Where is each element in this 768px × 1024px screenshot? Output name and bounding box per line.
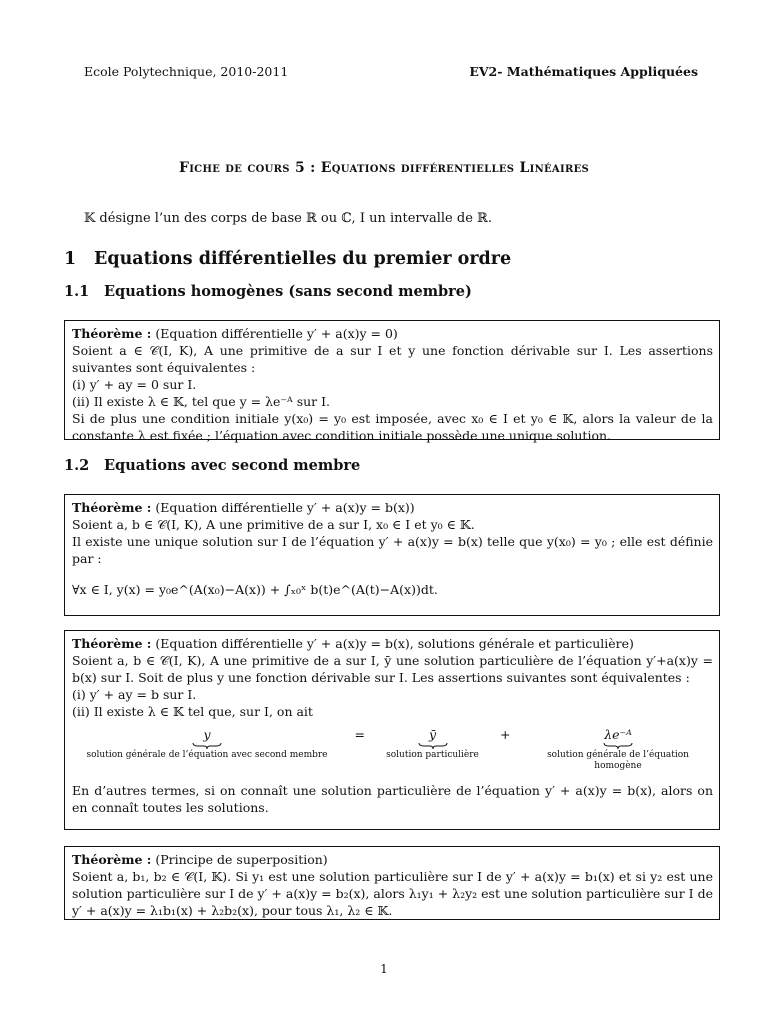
theorem-4-heading — [72, 851, 713, 868]
theorem-2-label: Théorème : — [72, 500, 152, 515]
underbrace-icon — [418, 742, 448, 750]
theorem-1-line-1: Soient a ∈ 𝒞(I, K), A une primitive de a sur I et y une fonction dérivable sur I. Les assertions suivantes sont équivalentes : — [72, 343, 713, 375]
theorem-2-line-2: Il existe une unique solution sur I de l’équation y′ + a(x)y = b(x) telle que y(x₀) = y₀ ; elle est définie par : — [72, 534, 713, 566]
underbrace-particular-symbol: ȳ — [428, 727, 437, 742]
theorem-4-line-1: Soient a, b₁, b₂ ∈ 𝒞(I, 𝕂). Si y₁ est une solution particulière sur I de y′ + a(x)y = b₁(x) et si y₂ est une solution particulière sur I de y′ + a(x)y = b₂(x), alors λ₁y₁ + λ₂y₂ est une solution particulière sur I de y′ + a(x)y = λ₁b₁(x) + λ₂b₂(x), pour tous λ₁, λ₂ ∈ 𝕂. — [72, 869, 713, 918]
theorem-3-line-1: Soient a, b ∈ 𝒞(I, K), A une primitive de a sur I, ȳ une solution particulière de l’équation y′+a(x)y = b(x) sur I. Soit de plus y une fonction dérivable sur I. Les assertions suivantes sont équivalentes : — [72, 653, 713, 685]
header-right: EV2- Mathématiques Appliquées — [469, 64, 698, 79]
theorem-2-title: (Equation différentielle y′ + a(x)y = b(x)) — [155, 500, 415, 515]
plus-sign: + — [500, 727, 511, 742]
section-1-number: 1 — [64, 249, 77, 269]
theorem-box-general-particular — [64, 630, 720, 830]
theorem-1-title: (Equation différentielle y′ + a(x)y = 0) — [155, 326, 398, 341]
section-1-heading — [64, 249, 511, 269]
underbrace-general-symbol: y — [203, 727, 211, 742]
theorem-3-heading — [72, 635, 713, 652]
page-number: 1 — [380, 962, 388, 976]
document-title: Fiche de cours 5 : Equations différentielles Linéaires — [178, 160, 590, 176]
subsection-1-2-number: 1.2 — [64, 457, 90, 474]
underbrace-homogeneous-symbol: λe⁻ᴬ — [604, 727, 632, 742]
theorem-2-heading — [72, 499, 713, 516]
intro-text: 𝕂 désigne l’un des corps de base ℝ ou ℂ, I un intervalle de ℝ. — [84, 211, 492, 226]
underbrace-icon — [192, 742, 222, 750]
theorem-3-title: (Equation différentielle y′ + a(x)y = b(x), solutions générale et particulière) — [155, 636, 634, 651]
underbrace-homogeneous-label: solution générale de l’équation homogène — [547, 750, 689, 771]
header-left: Ecole Polytechnique, 2010-2011 — [84, 64, 289, 79]
theorem-box-superposition — [64, 846, 720, 920]
subsection-1-1-title: Equations homogènes (sans second membre) — [104, 283, 472, 300]
theorem-4-label: Théorème : — [72, 852, 152, 867]
theorem-1-line-4: Si de plus une condition initiale y(x₀) = y₀ est imposée, avec x₀ ∈ I et y₀ ∈ 𝕂, alors la valeur de la constante λ est fixée ; l’équation avec condition initiale possède une unique solution. — [72, 411, 713, 443]
theorem-2-line-1: Soient a, b ∈ 𝒞(I, K), A une primitive de a sur I, x₀ ∈ I et y₀ ∈ 𝕂. — [72, 517, 475, 532]
underbrace-particular-label: solution particulière — [386, 750, 479, 760]
subsection-1-2-title: Equations avec second membre — [104, 457, 361, 474]
theorem-3-line-2: (i) y′ + ay = b sur I. — [72, 687, 197, 702]
theorem-1-label: Théorème : — [72, 326, 152, 341]
theorem-box-homogeneous — [64, 320, 720, 443]
underbrace-equation — [72, 728, 713, 772]
underbrace-icon — [603, 742, 633, 750]
theorem-1-line-3: (ii) Il existe λ ∈ 𝕂, tel que y = λe⁻ᴬ sur I. — [72, 394, 331, 409]
theorem-4-title: (Principe de superposition) — [155, 852, 328, 867]
subsection-1-2-heading — [64, 457, 360, 474]
underbrace-homogeneous-solution — [523, 728, 713, 772]
theorem-3-line-4: En d’autres termes, si on connaît une solution particulière de l’équation y′ + a(x)y = b(x), alors on en connaît toutes les solutions. — [72, 783, 713, 815]
subsection-1-1-number: 1.1 — [64, 283, 90, 300]
section-1-title: Equations différentielles du premier ordre — [94, 249, 512, 269]
theorem-1-heading — [72, 325, 713, 342]
theorem-box-second-member — [64, 494, 720, 616]
underbrace-general-solution — [72, 728, 342, 761]
theorem-1-line-2: (i) y′ + ay = 0 sur I. — [72, 377, 197, 392]
underbrace-general-label: solution générale de l’équation avec second membre — [86, 750, 328, 760]
subsection-1-1-heading — [64, 283, 472, 300]
underbrace-particular-solution — [378, 728, 488, 761]
theorem-2-formula: ∀x ∈ I, y(x) = y₀e^(A(x₀)−A(x)) + ∫ₓ₀ˣ b(t)e^(A(t)−A(x))dt. — [72, 582, 438, 597]
theorem-3-line-3: (ii) Il existe λ ∈ 𝕂 tel que, sur I, on ait — [72, 704, 313, 719]
theorem-3-label: Théorème : — [72, 636, 152, 651]
equals-sign: = — [354, 727, 365, 742]
